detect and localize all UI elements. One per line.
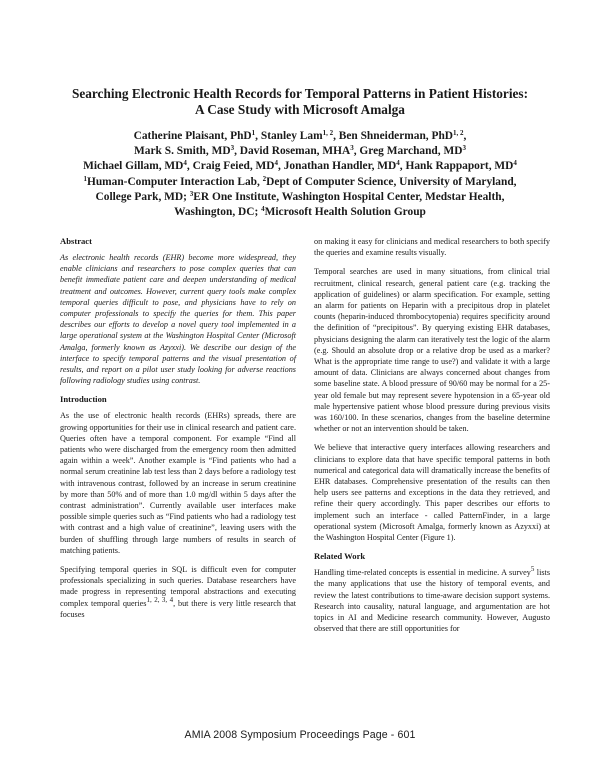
author-name: Mark S. Smith, MD (134, 145, 231, 158)
author-sep: , (278, 160, 284, 173)
affiliation-line-1 (40, 175, 560, 190)
page-footer: AMIA 2008 Symposium Proceedings Page - 601 (184, 729, 416, 741)
affiliation-college-park: College Park, MD; (95, 190, 190, 203)
affiliation-er-one: ER One Institute, Washington Hospital Center, Medstar Health, (193, 190, 505, 203)
affiliation-sup: 2 (262, 174, 267, 183)
related-work-text: Handling time-related concepts is essential in medicine. A survey (314, 568, 531, 578)
abstract-text: As electronic health records (EHR) become more widespread, they enable clinicians and researchers to pose complex queries that can benefit immediate patient care and deepen understanding of medical treatment and outcomes. However, current query tools make complex temporal queries difficult to pose, and physicians have to rely on computer professionals to specify the queries for them. This paper describes our efforts to develop a novel query tool implemented in a large operational system at the Washington Hospital Center (Microsoft Amalga, formerly known as Azyxxi). We describe our design of the interface to specify temporal patterns and the visual presentation of results, and report on a pilot user study looking for adverse reactions following radiology studies using contrast. (60, 253, 296, 386)
citation-sup: 1, 2, 3, 4 (146, 595, 174, 604)
author-name: Stanley Lam (260, 130, 323, 142)
intro-paragraph-2-tail: , but there is very little research that focuses (60, 598, 297, 619)
author-name: David Roseman, MHA (239, 145, 351, 158)
title-line-2: A Case Study with Microsoft Amalga (195, 102, 405, 117)
left-column (60, 236, 296, 628)
related-work-tail: lists the many applications that use the history of temporal events, and review the latest contributions to time-aware decision support systems. Research into causality, natural language, and argumentation are hot topics in AI and Medicine research community. However, Augusto observed that there are still opportunities for (314, 568, 551, 634)
affiliation-sup: 4 (261, 205, 265, 214)
author-name: Catherine Plaisant, PhD (133, 130, 252, 142)
temporal-search-paragraph: Temporal searches are used in many situations, from clinical trial recruitment, clinical research, general patient care (e.g. tracking the application of guidelines) or alarm specification. For example, setting an alarm for patients on Heparin with a precipitous drop in platelet counts (heparin-induced thrombocytopenia) requires specificity around the definition of “precipitous”. By querying existing EHR databases, physicians designing the alarm can iteratively test the logic of the alarm (e.g. Should an absolute drop or a relative drop be used as a marker? What is the appropriate time range to use?) and validate it with a large amount of data. Clinicians are always concerned about changes from some baseline state. A blood pressure of 90/60 may be normal for a 25-year old female but may represent severe hypotension in a 65-year old male hypertensive patient whose blood pressure during previous visits was 160/100. In these scenarios, changes from the baseline determine whether or not an intervention should be taken. (314, 267, 550, 434)
paper-title (40, 86, 560, 118)
author-block (40, 129, 560, 220)
citation-sup: 5 (530, 565, 535, 574)
affiliation-washington: Washington, DC; (174, 206, 262, 219)
author-sup: 4 (274, 159, 279, 168)
affiliation-line-2 (40, 190, 560, 205)
author-name: Jonathan Handler, MD (283, 160, 397, 173)
intro-continuation: on making it easy for clinicians and medical researchers to both specify the queries and examine results visually. (314, 237, 550, 258)
affiliation-umd: Dept of Computer Science, University of Maryland, (266, 175, 517, 188)
author-sep: , (353, 145, 360, 158)
related-work-paragraph (314, 567, 550, 634)
author-sup: 1, 2 (322, 129, 334, 137)
interactive-query-paragraph: We believe that interactive query interfaces allowing researchers and clinicians to explore data that have specific temporal patterns in both numerical and categorical data will dramatically increase the benefits of EHR databases. Comprehensive presentation of the results can then help users see patterns and exceptions in the data they retrieved, and refine their query accordingly. This paper describes our efforts to implement such an interface - called PatternFinder, in a large operational system (Microsoft Amalga, formerly known as Azyxxi) at the Washington Hospital Center (Figure 1). (314, 443, 550, 543)
author-name: Hank Rappaport, MD (405, 160, 514, 173)
author-sep: , (463, 130, 467, 142)
author-sep: , (186, 160, 193, 173)
author-sup: 4 (396, 159, 400, 168)
author-sep: , (399, 160, 406, 173)
author-line-2 (40, 144, 560, 159)
affiliation-hcil: Human-Computer Interaction Lab, (86, 175, 263, 188)
author-sup: 4 (183, 159, 187, 168)
author-name: Ben Shneiderman, PhD (338, 130, 454, 142)
affiliation-line-3 (40, 205, 560, 220)
intro-paragraph-2 (60, 564, 296, 620)
right-column (314, 236, 550, 643)
author-sup: 3 (350, 144, 354, 153)
author-sep: , (255, 130, 261, 142)
author-sup: 3 (462, 144, 466, 153)
author-name: Michael Gillam, MD (83, 160, 184, 173)
author-sup: 3 (230, 144, 235, 153)
abstract-heading: Abstract (60, 236, 92, 246)
author-sup: 1, 2 (453, 129, 464, 137)
title-line-1: Searching Electronic Health Records for Temporal Patterns in Patient Histories: (71, 86, 529, 101)
author-line-3 (40, 159, 560, 174)
author-line-1 (40, 129, 560, 144)
author-sup: 4 (513, 159, 517, 168)
affiliation-sup: 3 (189, 189, 194, 198)
author-sup: 1 (251, 129, 256, 137)
intro-paragraph-1: As the use of electronic health records (EHRs) spreads, there are growing opportunities for their use in clinical research and patient care. Queries often have a temporal component. For example “Find all patients who were discharged from the emergency room then admitted again within a week”. Another example is “Find patients who had a normal serum creatinine lab test less than 2 days before a radiology test with intravenous contrast, followed by an increase in serum creatinine by more than 50% and of more than 1.0 mg/dl within 5 days after the contrast administration”. Currently available user interfaces make possible simple queries such as “Find patients who had a radiology test with contrast and a high value of creatinine”, leaving users with the burden of shuffling through large numbers of results in search of matching patients. (60, 411, 296, 555)
affiliation-microsoft: Microsoft Health Solution Group (264, 206, 426, 219)
author-name: Craig Feied, MD (192, 160, 275, 173)
author-sep: , (234, 145, 240, 158)
intro-paragraph-2-text: Specifying temporal queries in SQL is difficult even for computer professionals specializing in such queries. Database researchers have made progress in representing temporal abstractions and executing complex temporal queries (60, 565, 296, 608)
author-sep: , (333, 130, 339, 142)
affiliation-sup: 1 (83, 174, 87, 183)
introduction-heading: Introduction (60, 394, 107, 405)
related-work-heading: Related Work (314, 551, 366, 562)
author-name: Greg Marchand, MD (359, 145, 463, 158)
